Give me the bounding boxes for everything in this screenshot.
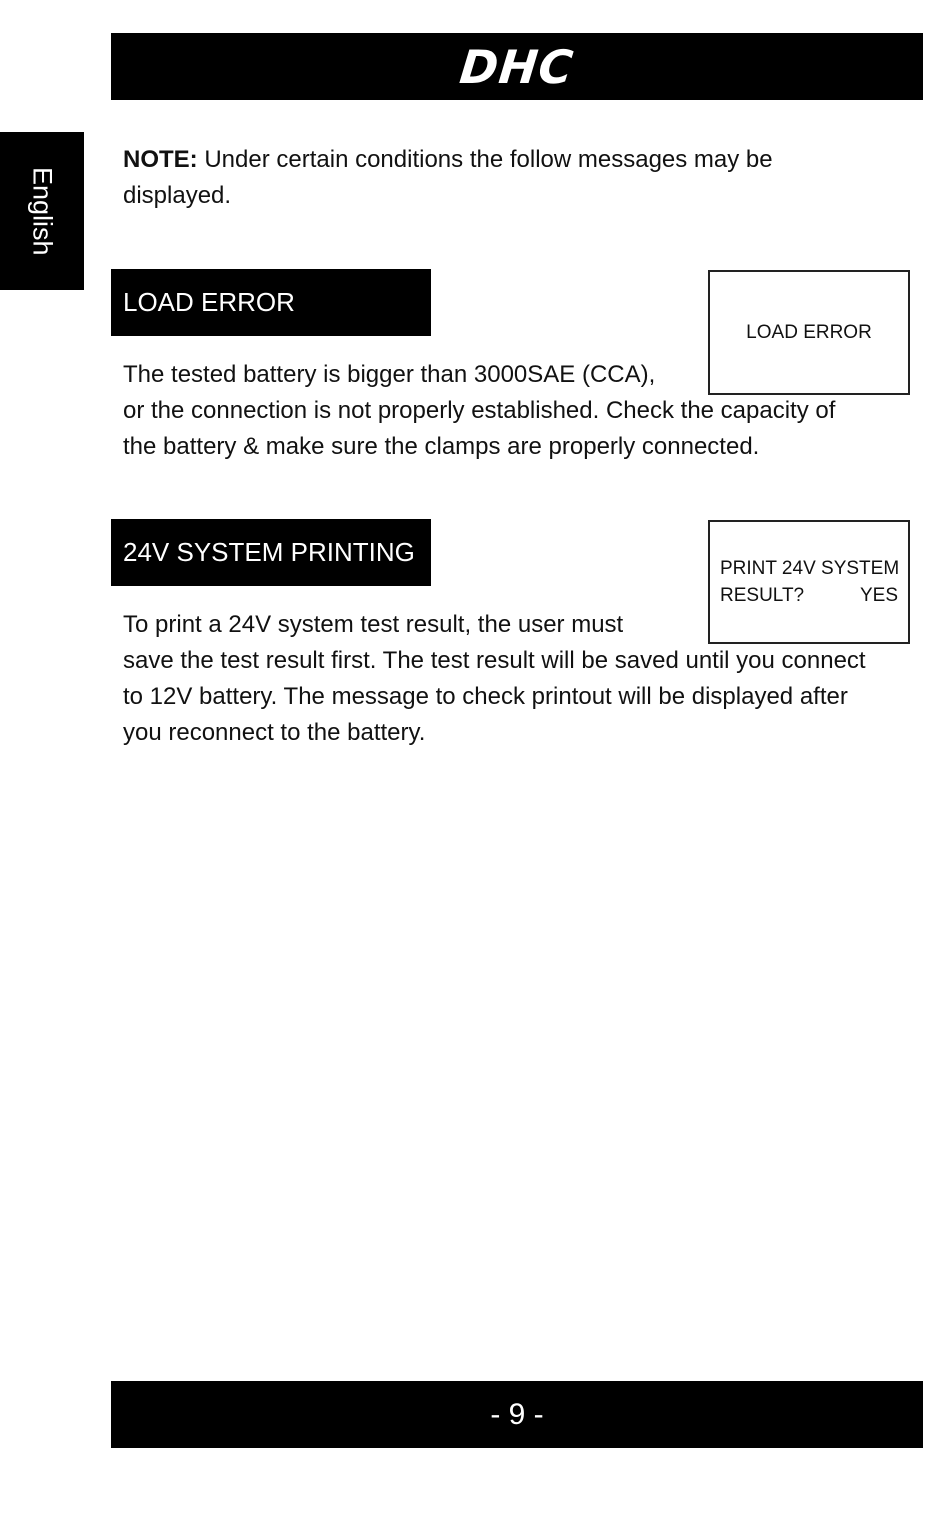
body-line: or the connection is not properly established. Check the capacity of	[123, 397, 836, 424]
section-body-load-error	[123, 357, 835, 465]
lcd-display-option: YES	[859, 585, 898, 606]
section-heading-label: LOAD ERROR	[123, 287, 295, 317]
page-number: - 9 -	[490, 1397, 544, 1431]
lcd-display-prompt: RESULT?	[720, 585, 805, 606]
language-tab	[0, 132, 84, 290]
lcd-display-line: PRINT 24V SYSTEM	[720, 558, 900, 579]
body-line: To print a 24V system test result, the user must	[123, 611, 624, 638]
body-line: you reconnect to the battery.	[123, 719, 426, 746]
section-heading-24v-system-printing	[111, 519, 431, 586]
note-text-line2: displayed.	[123, 182, 232, 209]
brand-logo: DHC	[457, 39, 577, 94]
lcd-display-line: LOAD ERROR	[746, 321, 872, 343]
section-heading-label: 24V SYSTEM PRINTING	[123, 537, 415, 567]
body-line: to 12V battery. The message to check printout will be displayed after	[123, 683, 848, 710]
lcd-display-row	[720, 582, 898, 609]
lcd-display-row	[720, 555, 898, 582]
note-paragraph	[123, 142, 883, 214]
language-tab-label: English	[27, 166, 58, 256]
footer-bar	[111, 1381, 923, 1448]
body-line: the battery & make sure the clamps are properly connected.	[123, 433, 760, 460]
note-label: NOTE:	[123, 146, 198, 173]
body-line: save the test result first. The test result will be saved until you connect	[123, 647, 866, 674]
body-line: The tested battery is bigger than 3000SAE (CCA),	[123, 361, 656, 388]
note-text: Under certain conditions the follow messages may be	[197, 146, 773, 173]
header-bar	[111, 33, 923, 100]
section-body-24v-system-printing	[123, 607, 866, 751]
section-heading-load-error	[111, 269, 431, 336]
